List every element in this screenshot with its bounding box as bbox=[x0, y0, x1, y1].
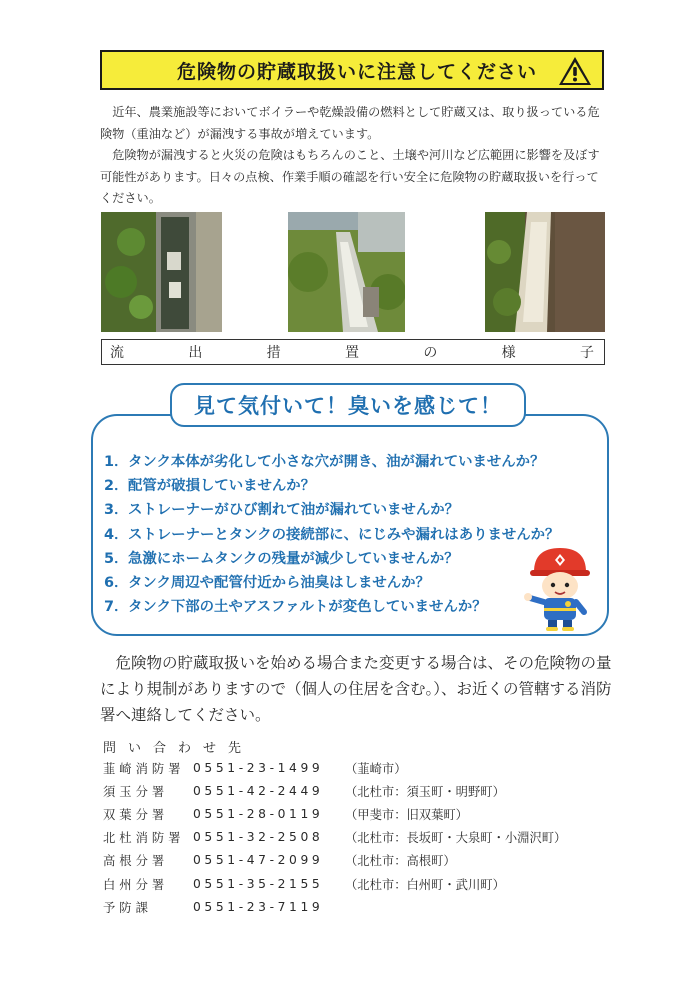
intro-paragraph-2: 危険物が漏洩すると火災の危険はもちろんのこと、土壌や河川など広範囲に影響を及ぼす可能性があります。日々の点検、作業手順の確認を行い安全に危険物の貯蔵取扱いを行ってください。 bbox=[100, 148, 600, 205]
checklist-item bbox=[104, 498, 559, 522]
item-number: 7． bbox=[104, 599, 129, 616]
item-text: 急激にホームタンクの残量が減少していませんか？ bbox=[128, 550, 459, 567]
contact-row bbox=[103, 895, 566, 918]
item-text: ストレーナーがひび割れて油が漏れていませんか？ bbox=[128, 502, 459, 519]
caption-char: 様 bbox=[501, 345, 516, 361]
caption-char: 流 bbox=[110, 345, 124, 361]
item-text: ストレーナーとタンクの接続部に、にじみや漏れはありませんか？ bbox=[128, 526, 560, 543]
service-area bbox=[345, 895, 566, 918]
service-area: （北杜市：高根町） bbox=[345, 854, 456, 869]
photo-oil-mats bbox=[485, 212, 605, 332]
item-text: 配管が破損していませんか？ bbox=[128, 478, 316, 495]
service-area: （甲斐市：旧双葉町） bbox=[345, 807, 468, 822]
office-name: 高根分署 bbox=[103, 854, 169, 869]
item-text: タンク周辺や配管付近から油臭はしませんか？ bbox=[128, 574, 430, 591]
item-text: タンク本体が劣化して小さな穴が開き、油が漏れていませんか？ bbox=[128, 454, 545, 470]
item-number: 3． bbox=[104, 502, 129, 519]
contact-table bbox=[103, 756, 566, 918]
contact-row bbox=[103, 849, 566, 872]
warning-icon bbox=[558, 56, 592, 86]
item-number: 2． bbox=[104, 478, 129, 495]
checklist-item bbox=[104, 474, 559, 498]
office-name: 双葉分署 bbox=[103, 807, 169, 822]
contact-row bbox=[103, 756, 566, 779]
phone-number: 0551-23-1499 bbox=[193, 760, 324, 775]
intro-paragraph-1: 近年、農業施設等においてボイラーや乾燥設備の燃料として貯蔵又は、取り扱っている危険物（重油など）が漏洩する事故が増えています。 bbox=[100, 105, 600, 141]
checklist bbox=[104, 450, 559, 619]
service-area: （北杜市：須玉町・明野町） bbox=[345, 784, 505, 799]
firefighter-mascot bbox=[520, 542, 600, 632]
item-number: 5． bbox=[104, 550, 129, 567]
service-area: （韮崎市） bbox=[345, 761, 407, 776]
office-name: 韮崎消防署 bbox=[103, 761, 185, 776]
checklist-item bbox=[104, 450, 559, 474]
photo-drain-channel bbox=[101, 212, 222, 332]
checklist-item bbox=[104, 523, 559, 547]
title-banner bbox=[100, 50, 604, 90]
photo-caption bbox=[101, 339, 605, 365]
checklist-title: 見て気付いて！臭いを感じて！ bbox=[170, 383, 526, 427]
item-number: 4． bbox=[104, 526, 129, 543]
item-text: タンク下部の土やアスファルトが変色していませんか？ bbox=[128, 599, 487, 616]
contact-row bbox=[103, 826, 566, 849]
contact-row bbox=[103, 802, 566, 825]
caption-char: 子 bbox=[579, 345, 594, 361]
item-number: 6． bbox=[104, 574, 129, 591]
contact-heading: 問い合わせ先 bbox=[103, 741, 254, 756]
intro-text bbox=[100, 102, 610, 210]
notice-paragraph: 危険物の貯蔵取扱いを始める場合また変更する場合は、その危険物の量により規制がありますので（個人の住居を含む。）、お近くの管轄する消防署へ連絡してください。 bbox=[100, 654, 612, 724]
office-name: 北杜消防署 bbox=[103, 831, 185, 846]
phone-number: 0551-32-2508 bbox=[193, 830, 324, 845]
item-number: 1． bbox=[104, 454, 129, 470]
phone-number: 0551-47-2099 bbox=[193, 853, 324, 868]
phone-number: 0551-35-2155 bbox=[193, 876, 324, 891]
caption-char: の bbox=[423, 345, 438, 361]
phone-number: 0551-23-7119 bbox=[193, 899, 324, 914]
office-name: 須玉分署 bbox=[103, 784, 169, 799]
contact-row bbox=[103, 872, 566, 895]
notice-text bbox=[100, 650, 620, 728]
service-area: （北杜市：長坂町・大泉町・小淵沢町） bbox=[345, 831, 567, 846]
office-name: 白州分署 bbox=[103, 877, 169, 892]
photo-absorbent-sheets bbox=[288, 212, 405, 332]
photo-row bbox=[101, 212, 605, 332]
phone-number: 0551-28-0119 bbox=[193, 806, 324, 821]
caption-char: 置 bbox=[344, 345, 359, 361]
checklist-item bbox=[104, 595, 559, 619]
caption-char: 出 bbox=[188, 345, 203, 361]
caption-char: 措 bbox=[266, 345, 281, 361]
page-title: 危険物の貯蔵取扱いに注意してください bbox=[176, 60, 537, 83]
office-name: 予防課 bbox=[103, 900, 152, 915]
contact-row bbox=[103, 779, 566, 802]
checklist-item bbox=[104, 571, 559, 595]
phone-number: 0551-42-2449 bbox=[193, 783, 324, 798]
service-area: （北杜市：白州町・武川町） bbox=[345, 877, 505, 892]
checklist-item bbox=[104, 547, 559, 571]
